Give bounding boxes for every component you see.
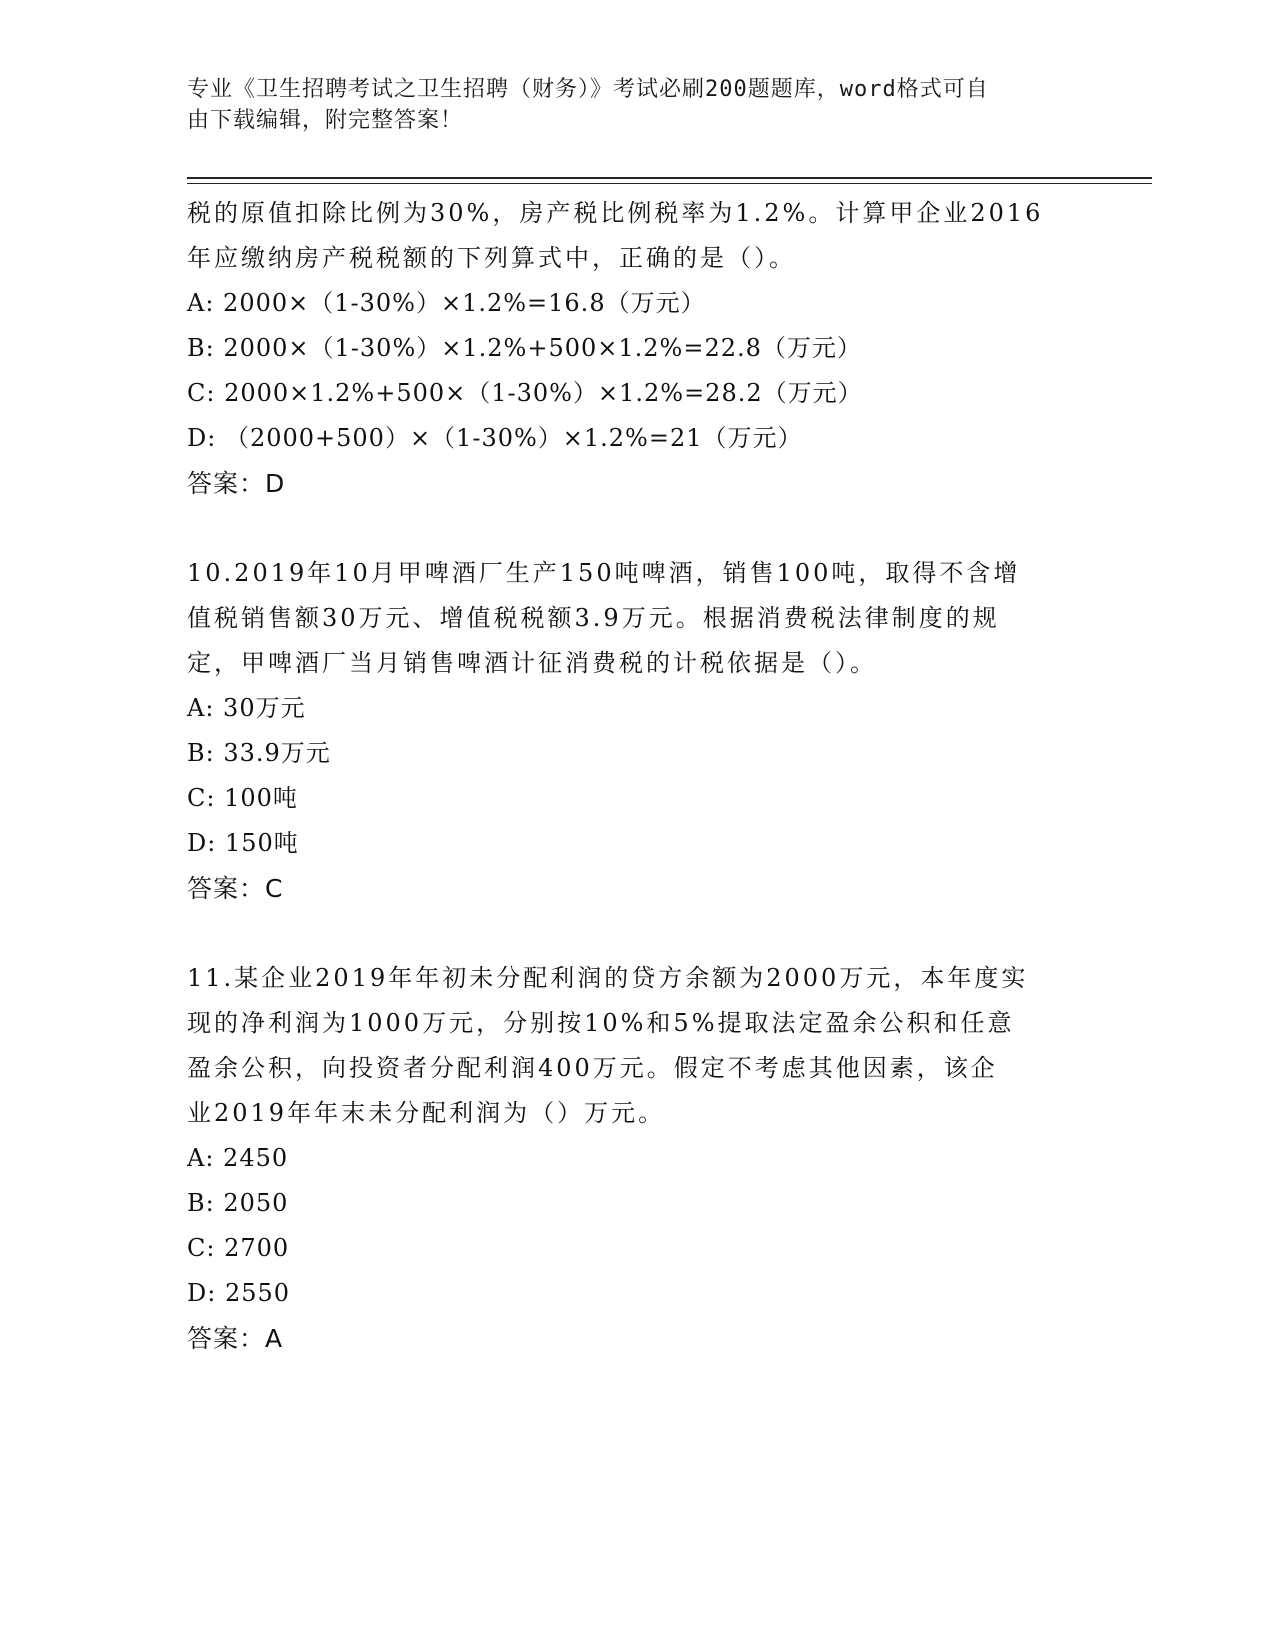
question-stem-line: 税的原值扣除比例为30%，房产税比例税率为1.2%。计算甲企业2016 — [187, 199, 1044, 227]
question-9 — [187, 191, 1077, 506]
option-b: B: 2000×（1-30%）×1.2%+500×1.2%=22.8（万元） — [187, 334, 862, 362]
question-stem-line: 10.2019年10月甲啤酒厂生产150吨啤酒，销售100吨，取得不含增 — [187, 559, 1021, 587]
answer-line: 答案：A — [187, 1324, 284, 1353]
option-c: C: 2700 — [187, 1234, 290, 1262]
option-a: A: 2450 — [187, 1144, 289, 1172]
question-stem-line: 年应缴纳房产税税额的下列算式中，正确的是（）。 — [187, 244, 796, 272]
question-stem-line: 值税销售额30万元、增值税税额3.9万元。根据消费税法律制度的规 — [187, 604, 1000, 632]
header-line-2: 由下载编辑，附完整答案！ — [187, 108, 464, 133]
question-stem-line: 11.某企业2019年年初未分配利润的贷方余额为2000万元，本年度实 — [187, 964, 1029, 992]
option-d: D: 2550 — [187, 1279, 291, 1307]
header-divider-thick — [187, 177, 1152, 179]
option-d: D: （2000+500）×（1-30%）×1.2%=21（万元） — [187, 424, 803, 452]
answer-line: 答案：D — [187, 469, 286, 498]
option-b: B: 2050 — [187, 1189, 289, 1217]
question-spacer — [187, 506, 1077, 551]
question-stem-line: 定，甲啤酒厂当月销售啤酒计征消费税的计税依据是（）。 — [187, 649, 877, 677]
document-body — [187, 191, 1077, 1361]
option-d: D: 150吨 — [187, 829, 299, 857]
document-header — [187, 74, 1067, 136]
answer-line: 答案：C — [187, 874, 284, 903]
option-a: A: 30万元 — [187, 694, 306, 722]
option-b: B: 33.9万元 — [187, 739, 331, 767]
question-stem-line: 现的净利润为1000万元，分别按10%和5%提取法定盈余公积和任意 — [187, 1009, 1015, 1037]
option-a: A: 2000×（1-30%）×1.2%=16.8（万元） — [187, 289, 706, 317]
option-c: C: 2000×1.2%+500×（1-30%）×1.2%=28.2（万元） — [187, 379, 863, 407]
option-c: C: 100吨 — [187, 784, 298, 812]
question-stem-line: 盈余公积，向投资者分配利润400万元。假定不考虑其他因素，该企 — [187, 1054, 998, 1082]
question-spacer — [187, 911, 1077, 956]
header-line-1: 专业《卫生招聘考试之卫生招聘（财务）》考试必刷200题题库，word格式可自 — [187, 77, 989, 102]
question-11 — [187, 956, 1077, 1361]
question-stem-line: 业2019年年末未分配利润为（）万元。 — [187, 1099, 666, 1127]
header-divider-thin — [187, 183, 1152, 184]
question-10 — [187, 551, 1077, 911]
